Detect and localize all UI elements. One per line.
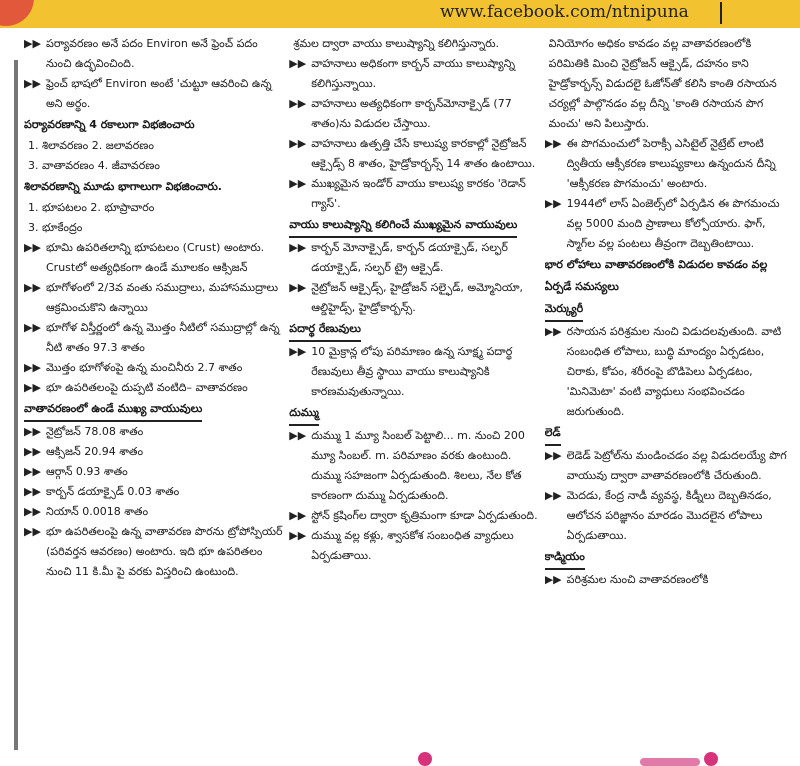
list-item: ▶▶ 10 మైక్రాన్ల లోపు పరిమాణం ఉన్న సూక్ష్మ పదార్థ రేణువులు తీవ్ర స్థాయి వాయు కాలుష్యానికి కారణమవుతున్నాయి.	[289, 342, 538, 402]
list-item: ▶▶ రసాయన పరిశ్రమల నుంచి విడుదలవుతుంది. వాటి సంబంధిత లోపాలు, బుద్ధి మాంద్యం ఏర్పడటం, చిరాకు, కోపం, శరీరంపై బొడిపెలు ఏర్పడటం, 'మినిమెటా' వంటి వ్యాధులు సంభవించడం జరుగుతుంది.	[545, 322, 794, 422]
list-line: 1. శిలావరణం 2. జలావరణం	[28, 139, 154, 152]
section-heading: దుమ్ము	[289, 402, 319, 426]
double-arrow-icon: ▶▶	[289, 137, 307, 150]
paragraph: వినియోగం అధికం కావడం వల్ల వాతావరణంలోకి పరిమితికి మించి నైట్రోజన్ ఆక్సైడ్, దహనం కాని హైడ్రోకార్బన్స్ విడుదలై ఓజోన్‌తో కలిసి కాంతి రసాయన చర్యల్లో పాల్గొనడం వల్ల దీన్ని 'కాంతి రసాయన పొగ మంచు' అని పిలుస్తారు.	[548, 37, 777, 130]
section-heading: వాయు కాలుష్యాన్ని కలిగించే ముఖ్యమైన వాయువులు	[289, 214, 517, 238]
list-item: ▶▶ భూగోళంలో 2/3వ వంతు సముద్రాలు, మహాసముద్రాలు ఆక్రమించుకొని ఉన్నాయి	[24, 278, 283, 318]
logo-circle	[0, 0, 34, 26]
list-line: 3. భూకేంద్రం	[28, 221, 83, 234]
double-arrow-icon: ▶▶	[289, 177, 307, 190]
double-arrow-icon: ▶▶	[24, 361, 41, 374]
section-heading: లెడ్	[545, 422, 561, 446]
list-item: ▶▶ నియాన్ 0.0018 శాతం	[24, 502, 283, 522]
double-arrow-icon: ▶▶	[24, 321, 41, 334]
double-arrow-icon: ▶▶	[289, 509, 307, 522]
decorative-dot	[704, 752, 718, 766]
double-arrow-icon: ▶▶	[544, 197, 562, 210]
double-arrow-icon: ▶▶	[289, 57, 307, 70]
list-item: ▶▶ భూగోళ విస్తీర్ణంలో ఉన్న మొత్తం నీటిలో సముద్రాల్లో ఉన్న నీటి శాతం 97.3 శాతం	[24, 318, 283, 358]
section-heading: శిలావరణాన్ని మూడు భాగాలుగా విభజించారు.	[24, 180, 222, 193]
double-arrow-icon: ▶▶	[289, 429, 307, 442]
double-arrow-icon: ▶▶	[24, 445, 41, 458]
list-item: ▶▶ భూ ఉపరితలంపై ఉన్న వాతావరణ పొరను ట్రోపోస్పియర్ (పరివర్తన ఆవరణం) అంటారు. ఇది భూ ఉపరితలం నుంచి 11 కి.మీ పై వరకు విస్తరించి ఉంటుంది.	[24, 522, 283, 582]
section-heading: పదార్థ రేణువులు	[289, 318, 361, 342]
double-arrow-icon: ▶▶	[24, 241, 41, 254]
double-arrow-icon: ▶▶	[544, 137, 562, 150]
double-arrow-icon: ▶▶	[289, 345, 307, 358]
article-columns	[24, 34, 794, 754]
double-arrow-icon: ▶▶	[289, 281, 307, 294]
list-item: ▶▶ లెడెడ్ పెట్రోల్‌ను మండించడం వల్ల విడుదలయ్యే పొగ వాయువు ద్వారా వాతావరణంలోకి చేరుతుంది.	[545, 446, 794, 486]
section-heading: భార లోహాలు వాతావరణంలోకి విడుదల కావడం వల్ల ఏర్పడే సమస్యలు	[544, 258, 768, 293]
section-heading: కాడ్మియం	[545, 546, 585, 570]
double-arrow-icon: ▶▶	[24, 281, 41, 294]
section-heading: వాతావరణంలో ఉండే ముఖ్య వాయువులు	[24, 398, 202, 422]
list-line: 1. భూపటలం 2. భూప్రావారం	[28, 201, 155, 214]
double-arrow-icon: ▶▶	[24, 77, 41, 90]
list-item: ▶▶ వాహనాలు అధికంగా కార్బన్ వాయు కాలుష్యాన్ని కలిగిస్తున్నాయి.	[289, 54, 538, 94]
paragraph: శ్రమల ద్వారా వాయు కాలుష్యాన్ని కలిగిస్తున్నారు.	[293, 37, 500, 50]
header-banner	[0, 0, 800, 28]
double-arrow-icon: ▶▶	[289, 241, 307, 254]
double-arrow-icon: ▶▶	[289, 529, 307, 542]
list-item: ▶▶ వాహనాలు ఉత్పత్తి చేసే కాలుష్య కారకాల్లో నైట్రోజన్ ఆక్సైడ్స్ 8 శాతం, హైడ్రోకార్బన్స్ 14 శాతం ఉంటాయి.	[289, 134, 538, 174]
list-item: ▶▶ నైట్రోజన్ 78.08 శాతం	[24, 422, 283, 442]
double-arrow-icon: ▶▶	[24, 485, 41, 498]
list-line: 3. వాతావరణం 4. జీవావరణం	[28, 159, 160, 172]
section-heading: పర్యావరణాన్ని 4 రకాలుగా విభజించారు	[24, 118, 195, 131]
decorative-dot	[418, 752, 432, 766]
double-arrow-icon: ▶▶	[544, 449, 562, 462]
facebook-url: www.facebook.com/ntnipuna	[440, 2, 689, 22]
left-margin-rule	[14, 60, 18, 750]
double-arrow-icon: ▶▶	[24, 505, 41, 518]
list-item: ▶▶ పరిశ్రమల నుంచి వాతావరణంలోకి	[545, 570, 794, 590]
list-item: ▶▶ స్టోన్ క్రషింగ్‌ల ద్వారా కృత్రిమంగా కూడా ఏర్పడుతుంది.	[289, 506, 538, 526]
list-item: ▶▶ ఫ్రెంచ్ భాషలో Environ అంటే 'చుట్టూ ఆవరించి ఉన్న అని అర్థం.	[24, 74, 283, 114]
list-item: ▶▶ కార్బన్ డయాక్సైడ్ 0.03 శాతం	[24, 482, 283, 502]
column-1	[24, 34, 283, 754]
column-2	[289, 34, 538, 754]
list-item: ▶▶ ఆర్గాన్ 0.93 శాతం	[24, 462, 283, 482]
list-item: ▶▶ కార్బన్ మోనాక్సైడ్, కార్బన్ డయాక్సైడ్, సల్ఫర్ డయాక్సైడ్, సల్ఫర్ ట్రై ఆక్సైడ్.	[289, 238, 538, 278]
list-item: ▶▶ ఈ పొగమంచులో పెరాక్సీ ఎసిటైల్ నైట్రేట్ లాంటి ద్వితీయ ఆక్సీకరణ కాలుష్యకాలు ఉన్నందున దీన్ని 'ఆక్సీకరణ పొగమంచు' అంటారు.	[545, 134, 794, 194]
list-item: ▶▶ ఆక్సిజన్ 20.94 శాతం	[24, 442, 283, 462]
double-arrow-icon: ▶▶	[24, 465, 41, 478]
list-item: ▶▶ భూ ఉపరితలంపై దుప్పటి వంటిది– వాతావరణం	[24, 378, 283, 398]
list-item: ▶▶ దుమ్ము వల్ల కళ్లు, శ్వాసకోశ సంబంధిత వ్యాధులు ఏర్పడుతాయి.	[289, 526, 538, 566]
header-separator	[720, 2, 722, 24]
double-arrow-icon: ▶▶	[24, 37, 41, 50]
double-arrow-icon: ▶▶	[544, 573, 562, 586]
list-item: ▶▶ మెదడు, కేంద్ర నాడీ వ్యవస్థ, కిడ్నీలు దెబ్బతినడం, ఆలోచన పరిజ్ఞానం మారడం మొదలైన లోపాలు ఏర్పడుతాయి.	[545, 486, 794, 546]
column-3	[545, 34, 794, 754]
list-item: ▶▶ వాహనాలు అత్యధికంగా కార్బన్‌మోనాక్సైడ్ (77 శాతం)ను విడుదల చేస్తాయి.	[289, 94, 538, 134]
section-heading: మెర్క్యురీ	[545, 298, 584, 322]
list-item: ▶▶ భూమి ఉపరితలాన్ని భూపటలం (Crust) అంటారు. Crustలో అత్యధికంగా ఉండే మూలకం ఆక్సిజన్	[24, 238, 283, 278]
double-arrow-icon: ▶▶	[24, 425, 41, 438]
double-arrow-icon: ▶▶	[544, 325, 562, 338]
list-item: ▶▶ పర్యావరణం అనే పదం Environ అనే ఫ్రెంచ్ పదం నుంచి ఉద్భవించింది.	[24, 34, 283, 74]
list-item: ▶▶ మొత్తం భూగోళంపై ఉన్న మంచినీరు 2.7 శాతం	[24, 358, 283, 378]
double-arrow-icon: ▶▶	[24, 381, 41, 394]
list-item: ▶▶ ముఖ్యమైన ఇండోర్ వాయు కాలుష్య కారకం 'రెడాన్ గ్యాస్'.	[289, 174, 538, 214]
list-item: ▶▶ నైట్రోజన్ ఆక్సైడ్స్, హైడ్రోజన్ సల్ఫైడ్, అమ్మోనియా, ఆల్డిహైడ్స్, హైడ్రోకార్బన్స్.	[289, 278, 538, 318]
double-arrow-icon: ▶▶	[544, 489, 562, 502]
double-arrow-icon: ▶▶	[289, 97, 307, 110]
list-item: ▶▶ దుమ్ము 1 మ్యూ సింబల్ పెట్టాలి... m. నుంచి 200 మ్యూ సింబల్. m. పరిమాణం వరకు ఉంటుంది. దుమ్ము సహజంగా ఏర్పడుతుంది. శిలలు, నేల కోత కారణంగా దుమ్ము ఏర్పడుతుంది.	[289, 426, 538, 506]
list-item: ▶▶ 1944లో లాస్ ఏంజెల్స్‌లో ఏర్పడిన ఈ పొగమంచు వల్ల 5000 మంది ప్రాణాలు కోల్పోయారు. ఫాగ్, స్మాగ్‌ల వల్ల పంటలు తీవ్రంగా దెబ్బతింటాయి.	[545, 194, 794, 254]
double-arrow-icon: ▶▶	[24, 525, 41, 538]
